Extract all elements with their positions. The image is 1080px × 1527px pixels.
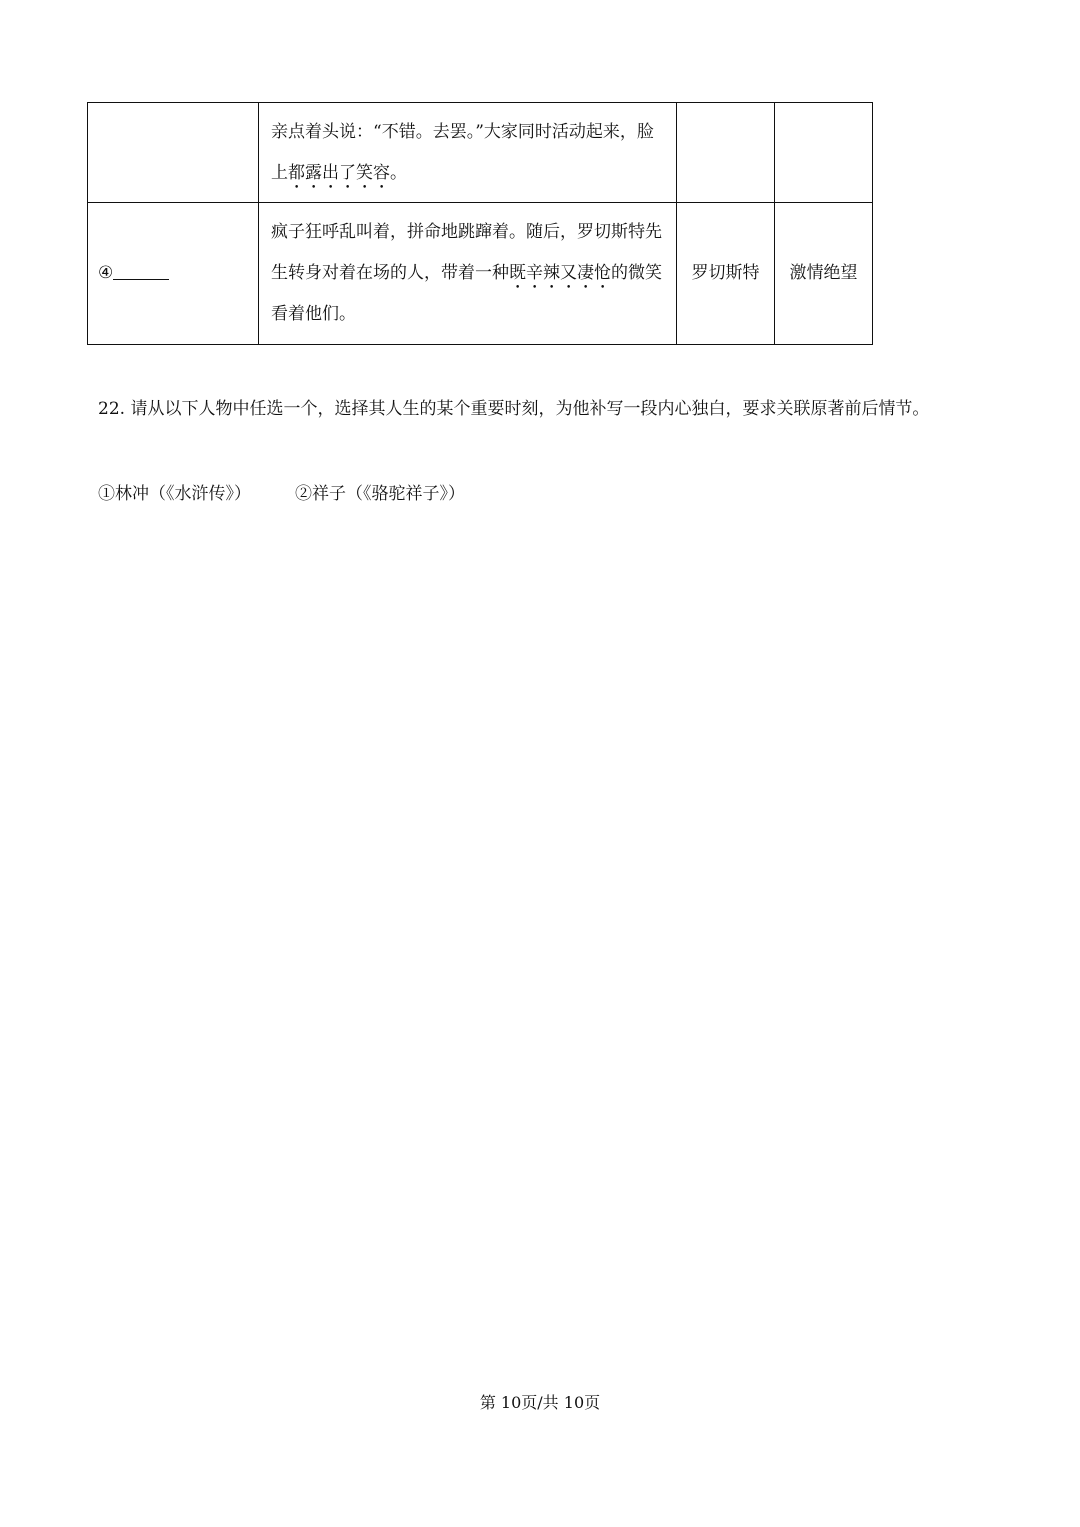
answer-blank[interactable] bbox=[113, 261, 169, 280]
page-footer: 第 10页/共 10页 bbox=[479, 1393, 601, 1412]
option-2: ②祥子（《骆驼祥子》） bbox=[295, 484, 465, 504]
emphasized-phrase: 都露出了笑容 bbox=[288, 162, 390, 183]
excerpt-text: 疯子狂呼乱叫着，拼命地跳蹿着。随后，罗切斯特先生转身对着在场的人，带着一种 bbox=[271, 222, 662, 283]
row-label-cell bbox=[88, 203, 259, 345]
option-1: ①林冲（《水浒传》） bbox=[98, 484, 251, 504]
excerpt-cell bbox=[259, 203, 677, 345]
mood-text: 激情绝望 bbox=[789, 263, 858, 283]
mood-cell bbox=[775, 203, 873, 345]
reading-table bbox=[87, 102, 873, 345]
table-row bbox=[88, 203, 873, 345]
character-cell bbox=[677, 203, 775, 345]
excerpt-text: 亲点着头说：“不错。去罢。”大家同时活动起来，脸上 bbox=[271, 121, 654, 183]
table-row bbox=[88, 103, 873, 203]
question-22: 22. 请从以下人物中任选一个，选择其人生的某个重要时刻，为他补写一段内心独白，要求关联原著前后情节。 bbox=[98, 399, 930, 419]
character-name: 罗切斯特 bbox=[691, 263, 760, 283]
excerpt-text-end: 的微笑看着他们。 bbox=[271, 263, 662, 324]
question-options bbox=[98, 473, 465, 515]
emphasized-phrase: 既辛辣又凄怆 bbox=[509, 263, 611, 283]
character-cell bbox=[677, 103, 775, 203]
excerpt-cell bbox=[259, 103, 677, 203]
excerpt-text-end: 。 bbox=[390, 162, 407, 183]
row-label: ④ bbox=[98, 263, 114, 283]
mood-cell bbox=[775, 103, 873, 203]
row-label-cell bbox=[88, 103, 259, 203]
